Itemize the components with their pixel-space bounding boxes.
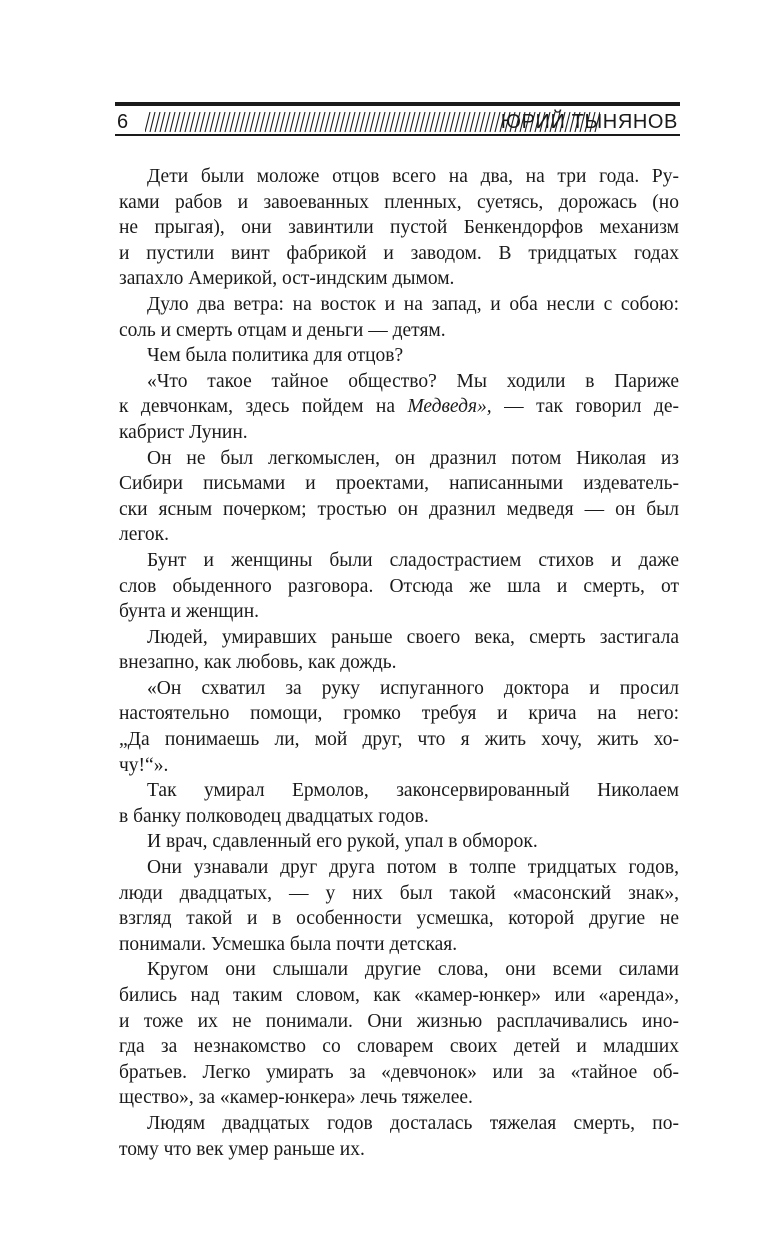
text-line: слов обыденного разговора. Отсюда же шла и смерть, от (119, 575, 679, 597)
text-line: «Он схватил за руку испуганного доктора и просил (147, 677, 679, 699)
text-line: соль и смерть отцам и деньги — детям. (119, 319, 446, 341)
text-line: щество», за «камер-юнкера» лечь тяжелее. (119, 1087, 473, 1109)
italic-word: Медведя», (407, 396, 492, 418)
paragraph (119, 829, 679, 855)
paragraph (119, 676, 679, 778)
paragraph (119, 855, 679, 957)
body-text (119, 164, 679, 1162)
text-line: легок. (119, 524, 169, 546)
text-line: „Да понимаешь ли, мой друг, что я жить хочу, жить хо- (119, 729, 679, 751)
text-line: ками рабов и завоеванных пленных, суетясь, дорожась (но (119, 191, 679, 213)
paragraph (119, 957, 679, 1111)
text-line: настоятельно помощи, громко требуя и крича на него: (119, 703, 679, 725)
text-line: и тоже их не понимали. Они жизнью расплачивались ино- (119, 1010, 679, 1032)
text-line: Сибири письмами и проектами, написанными издеватель- (119, 473, 679, 495)
text-line: братьев. Легко умирать за «девчонок» или за «тайное об- (119, 1061, 679, 1083)
text-line: гда за незнакомство со словарем своих детей и младших (119, 1036, 679, 1058)
text-line: чу!“». (119, 754, 169, 776)
paragraph (119, 1111, 679, 1162)
text-line: запахло Америкой, ост-индским дымом. (119, 268, 455, 290)
text-line: не прыгая), они завинтили пустой Бенкендорфов механизм (119, 217, 679, 239)
text-line: Он не был легкомыслен, он дразнил потом Николая из (147, 447, 679, 469)
paragraph (119, 164, 679, 292)
running-head-author: ЮРИЙ ТЫНЯНОВ (500, 111, 678, 133)
text-line: И врач, сдавленный его рукой, упал в обморок. (147, 831, 538, 853)
paragraph (119, 369, 679, 446)
text-line: Дуло два ветра: на восток и на запад, и оба несли с собою: (147, 293, 679, 315)
text-line: понимали. Усмешка была почти детская. (119, 933, 458, 955)
text-line: и пустили винт фабрикой и заводом. В тридцатых годах (119, 242, 679, 264)
text-line: Они узнавали друг друга потом в толпе тридцатых годов, (147, 857, 679, 879)
text-line: в банку полководец двадцатых годов. (119, 805, 429, 827)
text-line: Так умирал Ермолов, законсервированный Николаем (147, 780, 679, 802)
paragraph (119, 292, 679, 343)
text-line: «Что такое тайное общество? Мы ходили в Париже (147, 370, 679, 392)
text-line: бились над таким словом, как «камер-юнкер» или «аренда», (119, 985, 679, 1006)
page-number: 6 (117, 111, 129, 133)
paragraph (119, 343, 679, 369)
text-line: Кругом они слышали другие слова, они всеми силами (147, 959, 679, 981)
paragraph (119, 548, 679, 625)
text-line: Бунт и женщины были сладострастием стихов и даже (147, 549, 679, 571)
text-line: люди двадцатых, — у них был такой «масонский знак», (119, 882, 679, 904)
paragraph (119, 446, 679, 548)
text-line: Людям двадцатых годов досталась тяжелая смерть, по- (147, 1112, 679, 1134)
running-header (115, 102, 680, 136)
text-line: ски ясным почерком; тростью он дразнил медведя — он был (119, 498, 679, 520)
text-line: кабрист Лунин. (119, 421, 248, 443)
text-line: Чем была политика для отцов? (147, 345, 404, 367)
paragraph (119, 625, 679, 676)
text-line: Дети были моложе отцов всего на два, на три года. Ру- (147, 166, 679, 187)
paragraph (119, 778, 679, 829)
text-line: к девчонкам, здесь пойдем на Медведя», — так говорил де- (119, 396, 679, 418)
text-line: бунта и женщин. (119, 601, 260, 623)
text-line: внезапно, как любовь, как дождь. (119, 652, 397, 674)
text-line: Людей, умиравших раньше своего века, смерть застигала (147, 626, 679, 648)
text-line: взгляд такой и в особенности усмешка, которой другие не (119, 908, 679, 930)
text-line: тому что век умер раньше их. (119, 1138, 365, 1160)
